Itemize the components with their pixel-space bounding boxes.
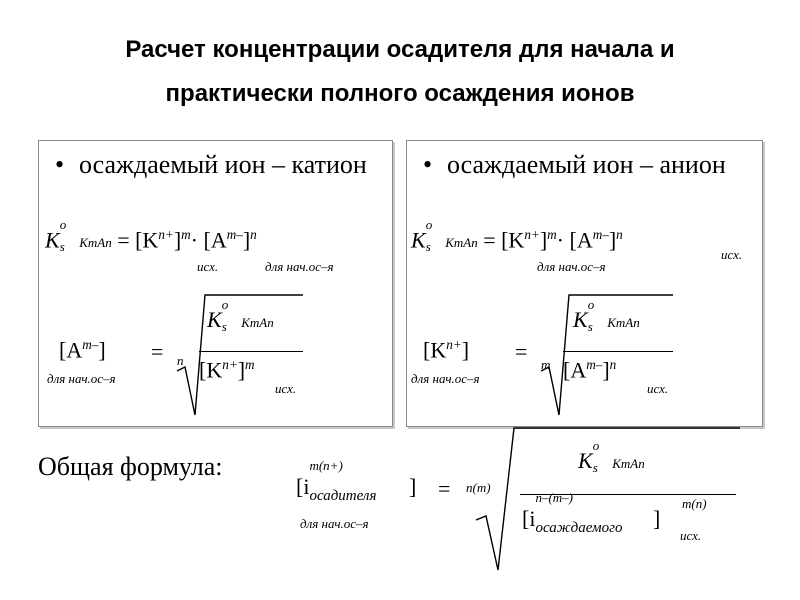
equals-sign: = — [515, 339, 528, 364]
root-index: m — [541, 357, 551, 372]
denominator: $[A^{m-}]^n$ — [563, 357, 617, 383]
bullet-text: осаждаемый ион – анион — [447, 150, 726, 179]
bullet-text: осаждаемый ион – катион — [79, 150, 367, 179]
cation-concentration-lhs: $[K^{n+}]$ — [423, 337, 470, 363]
general-denominator: [i n–(m–) осаждаемого ] — [522, 490, 661, 536]
general-sub-start: для нач.ос–я — [300, 516, 369, 531]
sub-start: для нач.ос–я — [265, 259, 334, 274]
cation-box — [38, 140, 393, 427]
numerator: K o s KmAn — [573, 297, 640, 334]
sub-initial-2: исх. — [275, 381, 297, 396]
sub-initial-2: исх. — [647, 381, 669, 396]
general-den-power: m(n) — [682, 496, 707, 511]
anion-concentration-lhs: $[A^{m-}]$ — [59, 337, 106, 363]
denominator: $[K^{n+}]^m$ — [199, 357, 255, 383]
general-numerator: K o s KmAn — [578, 438, 645, 475]
general-lhs: [i m(n+) осадителя ] — [296, 458, 417, 504]
title-line-2: практически полного осаждения ионов — [165, 80, 635, 107]
sub-start-2: для нач.ос–я — [47, 371, 116, 386]
sub-initial: исх. — [721, 247, 743, 262]
bullet-dot-icon: • — [423, 150, 433, 179]
sub-start-2: для нач.ос–я — [411, 371, 480, 386]
fraction-bar — [199, 351, 303, 352]
anion-box — [406, 140, 763, 427]
equals-sign: = — [151, 339, 164, 364]
slide-title — [0, 28, 800, 116]
general-formula-label: Общая формула: — [38, 452, 223, 481]
fraction-bar — [563, 351, 673, 352]
sub-initial: исх. — [197, 259, 219, 274]
general-root-index: n(m) — [466, 480, 491, 495]
solubility-product-equation: K o s KmAn = $[K^{n+}]^m\cdot [A^{m-}]^n$ — [45, 217, 257, 255]
numerator: K o s KmAn — [207, 297, 274, 334]
root-index: n — [177, 353, 184, 368]
sub-start: для нач.ос–я — [537, 259, 606, 274]
title-line-1: Расчет концентрации осадителя для начала и — [125, 36, 675, 63]
solubility-product-equation: K o s KmAn = $[K^{n+}]^m\cdot [A^{m-}]^n$ — [411, 217, 623, 255]
bullet-dot-icon: • — [55, 150, 65, 179]
general-equals-sign: = — [438, 476, 451, 501]
general-sub-initial: исх. — [680, 528, 702, 543]
